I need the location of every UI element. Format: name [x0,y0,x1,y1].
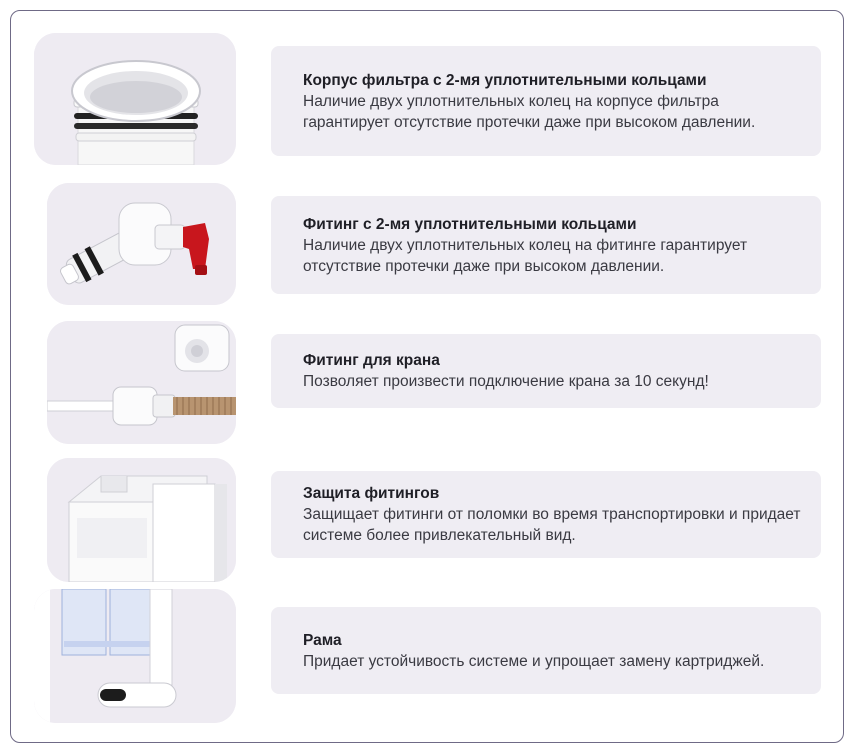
feature-card-fitting-guard [271,471,821,558]
feature-card-fitting [271,196,821,294]
feature-description: Наличие двух уплотнительных колец на фитинге гарантирует отсутствие протечки даже при высоком давлении. [303,236,748,275]
fitting-guard-image [47,458,236,582]
feature-card-faucet-fitting [271,334,821,408]
faucet-fitting-icon [47,321,236,444]
feature-title: Фитинг с 2-мя уплотнительными кольцами [303,215,637,233]
fitting-guard-icon [47,458,236,582]
fitting-image [47,183,236,305]
feature-title: Защита фитингов [303,485,440,502]
feature-title: Рама [303,631,342,649]
feature-title: Фитинг для крана [303,352,440,369]
feature-card-housing [271,46,821,156]
feature-description: Наличие двух уплотнительных колец на корпусе фильтра гарантирует отсутствие протечки даже при высоком давлении. [303,92,756,131]
feature-description: Позволяет произвести подключение крана за 10 секунд! [303,373,709,390]
frame-icon [34,589,236,723]
feature-description: Защищает фитинги от поломки во время транспортировки и придает системе более привлекательный вид. [303,506,801,544]
frame-image [34,589,236,723]
filter-housing-icon [34,33,236,165]
feature-card-frame [271,607,821,694]
feature-description: Придает устойчивость системе и упрощает замену картриджей. [303,652,765,670]
fitting-icon [47,183,236,305]
feature-title: Корпус фильтра с 2-мя уплотнительными кольцами [303,71,707,89]
faucet-fitting-image [47,321,236,444]
filter-housing-image [34,33,236,165]
